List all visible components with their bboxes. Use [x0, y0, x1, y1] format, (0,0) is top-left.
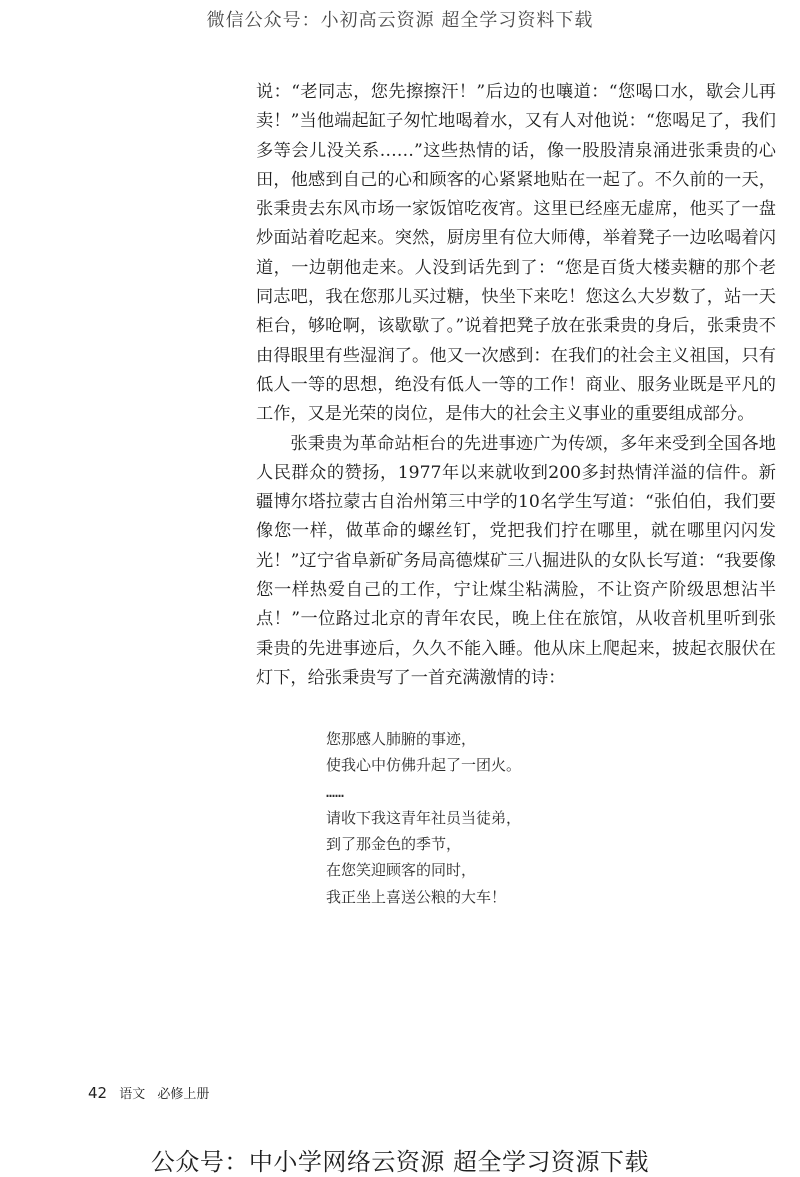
poem-line: 我正坐上喜送公粮的大车！ — [326, 887, 507, 906]
book-volume: 必修上册 — [157, 1087, 210, 1102]
bottom-watermark: 公众号：中小学网络云资源 超全学习资源下载 — [150, 1148, 650, 1176]
header-watermark: 微信公众号：小初高云资源 超全学习资料下载 — [206, 10, 594, 31]
poem-line: 请收下我这青年社员当徒弟， — [326, 808, 522, 827]
poem-line: 使我心中仿佛升起了一团火。 — [326, 756, 522, 775]
poem-ellipsis: …… — [326, 782, 345, 801]
poem — [326, 726, 746, 910]
article-paragraph-1: 说：“老同志，您先擦擦汗！”后边的也嚷道：“您喝口水，歇会儿再卖！”当他端起缸子匆忙地喝着水，又有人对他说：“您喝足了，我们多等会儿没关系……”这些热情的话，像一股股清泉涌进张秉贵的心田，他感到自己的心和顾客的心紧紧地贴在一起了。不久前的一天，张秉贵去东风市场一家饭馆吃夜宵。这里已经座无虚席，他买了一盘炒面站着吃起来。突然，厨房里有位大师傅，举着凳子一边吆喝着闪道，一边朝他走来。人没到话先到了：“您是百货大楼卖糖的那个老同志吧，我在您那儿买过糖，快坐下来吃！您这么大岁数了，站一天柜台，够呛啊，该歇歇了。”说着把凳子放在张秉贵的身后，张秉贵不由得眼里有些湿润了。他又一次感到：在我们的社会主义祖国，只有低人一等的思想，绝没有低人一等的工作！商业、服务业既是平凡的工作，又是光荣的岗位，是伟大的社会主义事业的重要组成部分。 — [256, 82, 776, 425]
article-paragraph-2: 张秉贵为革命站柜台的先进事迹广为传颂，多年来受到全国各地人民群众的赞扬，1977年以来就收到200多封热情洋溢的信件。新疆博尔塔拉蒙古自治州第三中学的10名学生写道：“张伯伯，我们要像您一样，做革命的螺丝钉，党把我们拧在哪里，就在哪里闪闪发光！”辽宁省阜新矿务局高德煤矿三八掘进队的女队长写道：“我要像您一样热爱自己的工作，宁让煤尘粘满脸，不让资产阶级思想沾半点！”一位路过北京的青年农民，晚上住在旅馆，从收音机里听到张秉贵的先进事迹后，久久不能入睡。他从床上爬起来，披起衣服伏在灯下，给张秉贵写了一首充满激情的诗： — [256, 433, 776, 688]
poem-line: 到了那金色的季节， — [326, 835, 462, 854]
page-number: 42 — [88, 1084, 108, 1102]
poem-line: 在您笑迎顾客的同时， — [326, 861, 477, 880]
page-footer — [88, 1083, 209, 1102]
article-body — [256, 78, 776, 693]
poem-line: 您那感人肺腑的事迹， — [326, 730, 477, 748]
book-title: 语文 — [119, 1087, 146, 1102]
